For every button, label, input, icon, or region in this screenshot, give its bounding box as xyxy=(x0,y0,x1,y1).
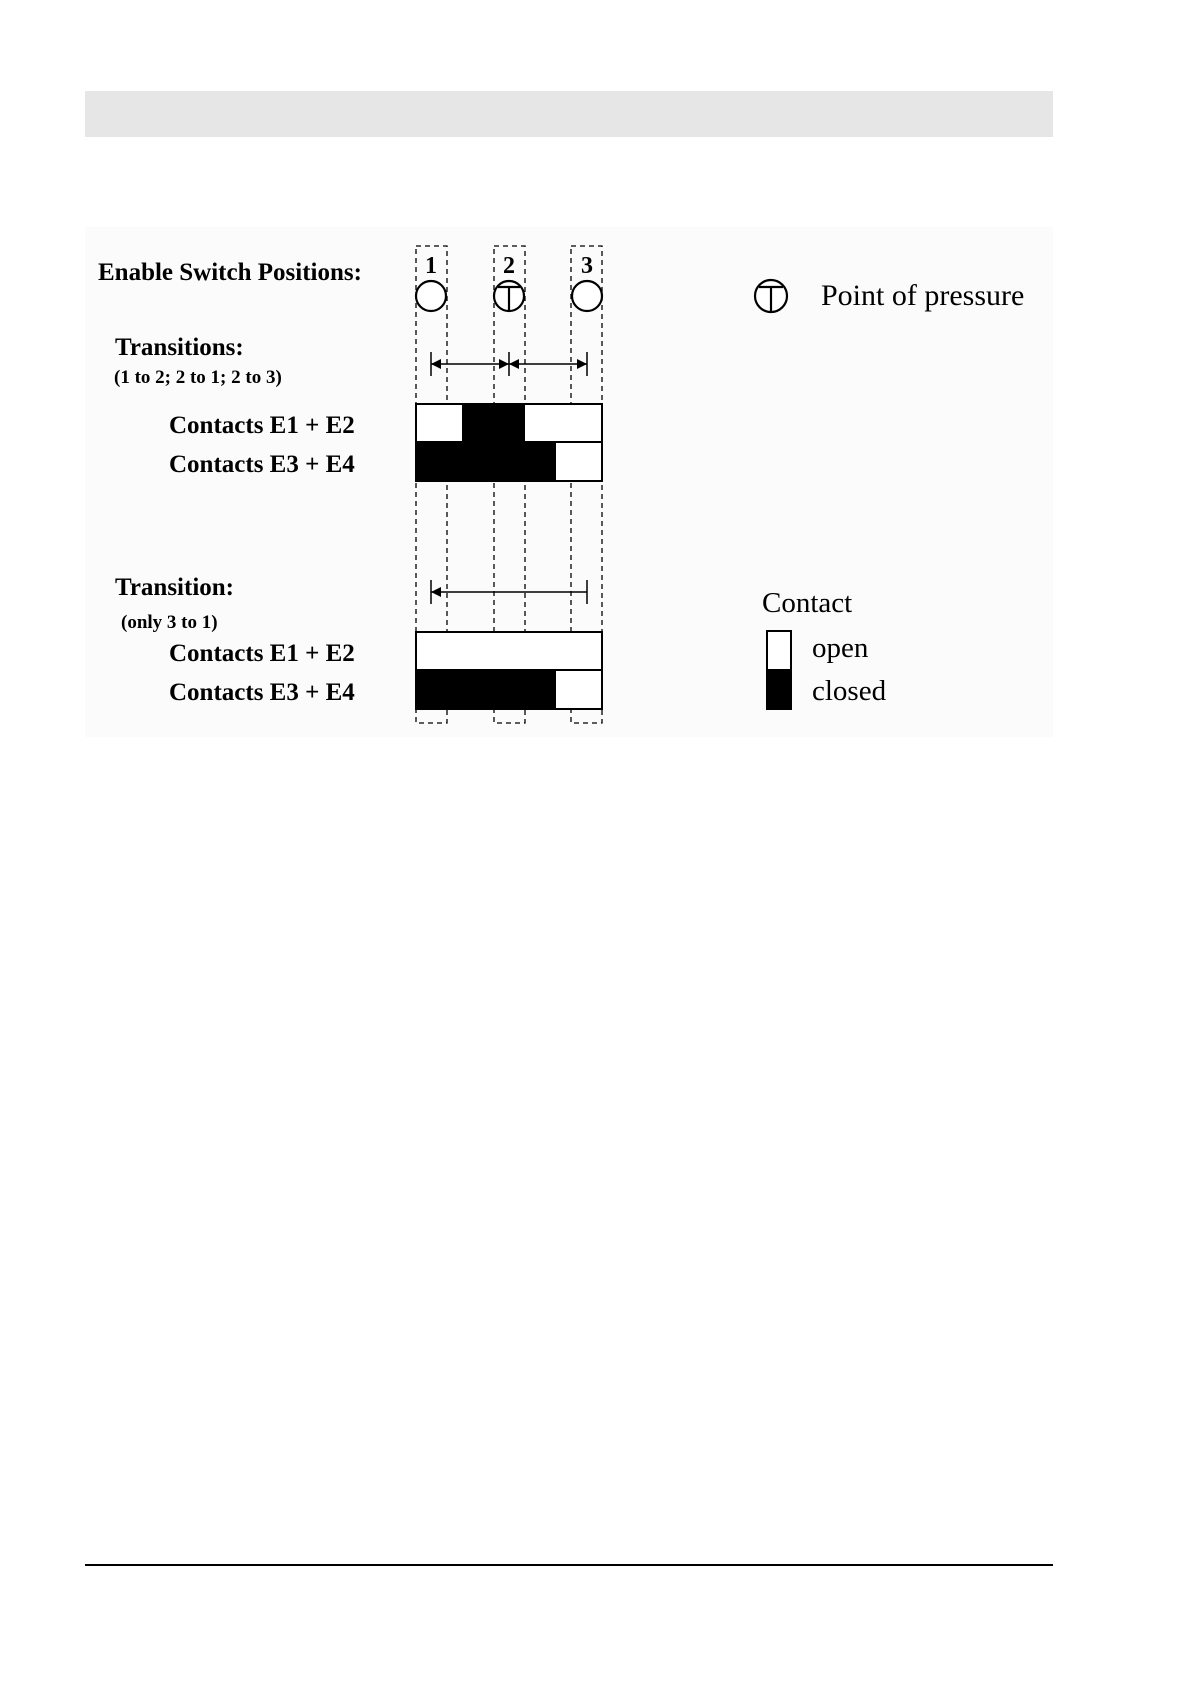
contacts-e3-e4-bar xyxy=(416,670,602,709)
position-number-3: 3 xyxy=(581,253,593,279)
contacts-e1-e2-bar xyxy=(416,404,602,442)
legend-title: Contact xyxy=(762,587,853,619)
contacts-e1-e2-label: Contacts E1 + E2 xyxy=(169,640,355,667)
legend-open-swatch xyxy=(767,631,791,670)
transition-arrow xyxy=(431,580,587,604)
transitions-heading: Transitions: xyxy=(115,334,244,361)
legend-open-label: open xyxy=(812,632,869,664)
position-number-1: 1 xyxy=(425,253,437,279)
transitions-note: (1 to 2; 2 to 1; 2 to 3) xyxy=(114,367,282,388)
contacts-e3-e4-label: Contacts E3 + E4 xyxy=(169,679,355,706)
transitions-arrows xyxy=(431,352,587,376)
transition-note: (only 3 to 1) xyxy=(121,612,218,633)
point-of-pressure-label: Point of pressure xyxy=(821,279,1025,312)
contacts-e1-e2-bar xyxy=(416,632,602,670)
contacts-e3-e4-label: Contacts E3 + E4 xyxy=(169,451,355,478)
legend-closed-swatch xyxy=(767,670,791,709)
position-number-2: 2 xyxy=(503,253,515,279)
open-circle-icon xyxy=(416,281,446,311)
legend-closed-label: closed xyxy=(812,675,887,707)
positions-heading: Enable Switch Positions: xyxy=(98,259,362,286)
pressure-point-icon xyxy=(755,280,787,312)
footer-rule xyxy=(85,1564,1053,1566)
pressure-point-icon xyxy=(494,281,524,311)
contacts-e3-e4-bar xyxy=(416,442,602,481)
transition-heading: Transition: xyxy=(115,574,234,601)
contacts-e1-e2-label: Contacts E1 + E2 xyxy=(169,412,355,439)
open-circle-icon xyxy=(572,281,602,311)
